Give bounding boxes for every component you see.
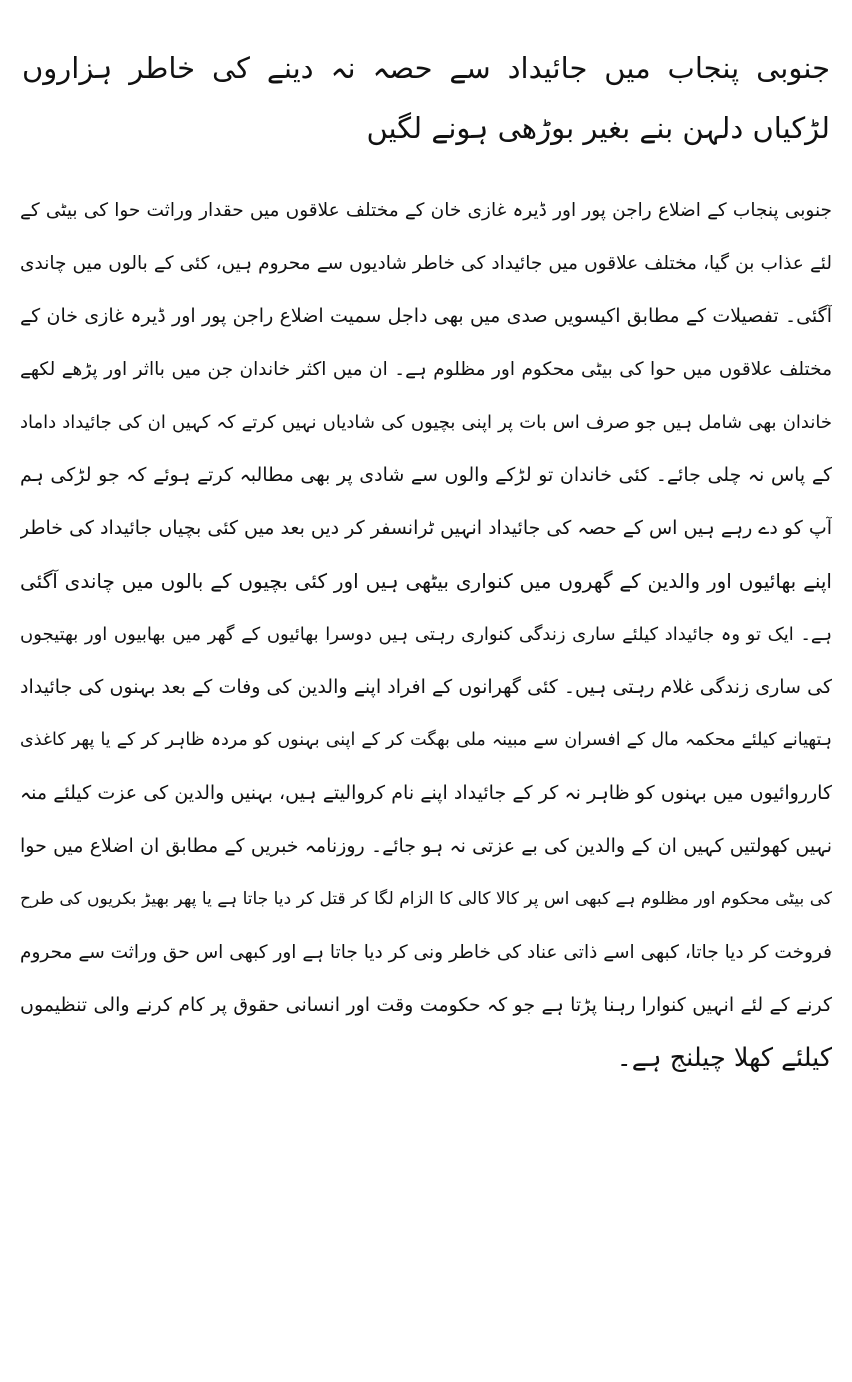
body-line: مختلف علاقوں میں حوا کی بیٹی محکوم اور مظلوم ہے۔ ان میں اکثر خاندان جن میں بااثر اور پڑھے لکھے [20, 359, 832, 380]
body-line: لئے عذاب بن گیا، مختلف علاقوں میں جائیداد کی خاطر شادیوں سے محروم ہیں، کئی کے بالوں میں چاندی [20, 253, 832, 274]
body-line: آگئی۔ تفصیلات کے مطابق اکیسویں صدی میں بھی داجل سمیت اضلاع راجن پور اور ڈیرہ غازی خان کے [20, 305, 832, 327]
body-line: خاندان بھی شامل ہیں جو صرف اس بات پر اپنی بچیوں کی شادیاں نہیں کرتے کہ کہیں ان کی جائیداد داماد [20, 412, 832, 433]
body-line: کی بیٹی محکوم اور مظلوم ہے کبھی اس پر کالا کالی کا الزام لگا کر قتل کر دیا جاتا ہے یا پھر بھیڑ بکریوں کی طرح [20, 889, 832, 909]
article-headline: جنوبی پنجاب میں جائیداد سے حصہ نہ دینے کی خاطر ہزاروں لڑکیاں دلہن بنے بغیر بوڑھی ہونے لگیں [22, 51, 830, 145]
body-line: کارروائیوں میں بہنوں کو ظاہر نہ کر کے جائیداد اپنے نام کروالیتے ہیں، بہنیں والدین کی عزت کیلئے منہ [20, 782, 832, 804]
article-body [20, 184, 832, 1085]
body-line: جنوبی پنجاب کے اضلاع راجن پور اور ڈیرہ غازی خان کے مختلف علاقوں میں حقدار وراثت حوا کی بیٹی کے [20, 200, 832, 221]
body-line: آپ کو دے رہے ہیں اس کے حصہ کی جائیداد انہیں ٹرانسفر کر دیں بعد میں کئی بچیاں جائیداد کی خاطر [20, 517, 832, 539]
body-line: کے پاس نہ چلی جائے۔ کئی خاندان تو لڑکے والوں سے شادی پر بھی مطالبہ کرتے ہوئے کہ جو لڑکی ہم [20, 464, 832, 486]
body-line: ہے۔ ایک تو وہ جائیداد کیلئے ساری زندگی کنواری رہتی ہیں دوسرا بھائیوں کے گھر میں بھابیوں اور بھتیجوں [20, 624, 832, 645]
body-line: نہیں کھولتیں کہیں ان کے والدین کی بے عزتی نہ ہو جائے۔ روزنامہ خبریں کے مطابق ان اضلاع میں حوا [20, 835, 832, 857]
body-line: کیلئے کھلا چیلنج ہے۔ [616, 1043, 832, 1073]
body-line: اپنے بھائیوں اور والدین کے گھروں میں کنواری بیٹھی ہیں اور کئی بچیوں کے بالوں میں چاندی آگئی [20, 569, 832, 593]
body-line: ہتھیانے کیلئے محکمہ مال کے افسران سے مبینہ ملی بھگت کر کے اپنی بہنوں کو مردہ ظاہر کر کے یا پھر کاغذی [20, 730, 832, 750]
body-line: کرنے کے لئے انہیں کنوارا رہنا پڑتا ہے جو کہ حکومت وقت اور انسانی حقوق پر کام کرنے والی تنظیموں [20, 994, 832, 1016]
body-line: فروخت کر دیا جاتا، کبھی اسے ذاتی عناد کی خاطر ونی کر دیا جاتا ہے اور کبھی اس حق وراثت سے محروم [20, 942, 832, 963]
body-line: کی ساری زندگی غلام رہتی ہیں۔ کئی گھرانوں کے افراد اپنے والدین کی وفات کے بعد بہنوں کی جائیداد [20, 676, 832, 698]
